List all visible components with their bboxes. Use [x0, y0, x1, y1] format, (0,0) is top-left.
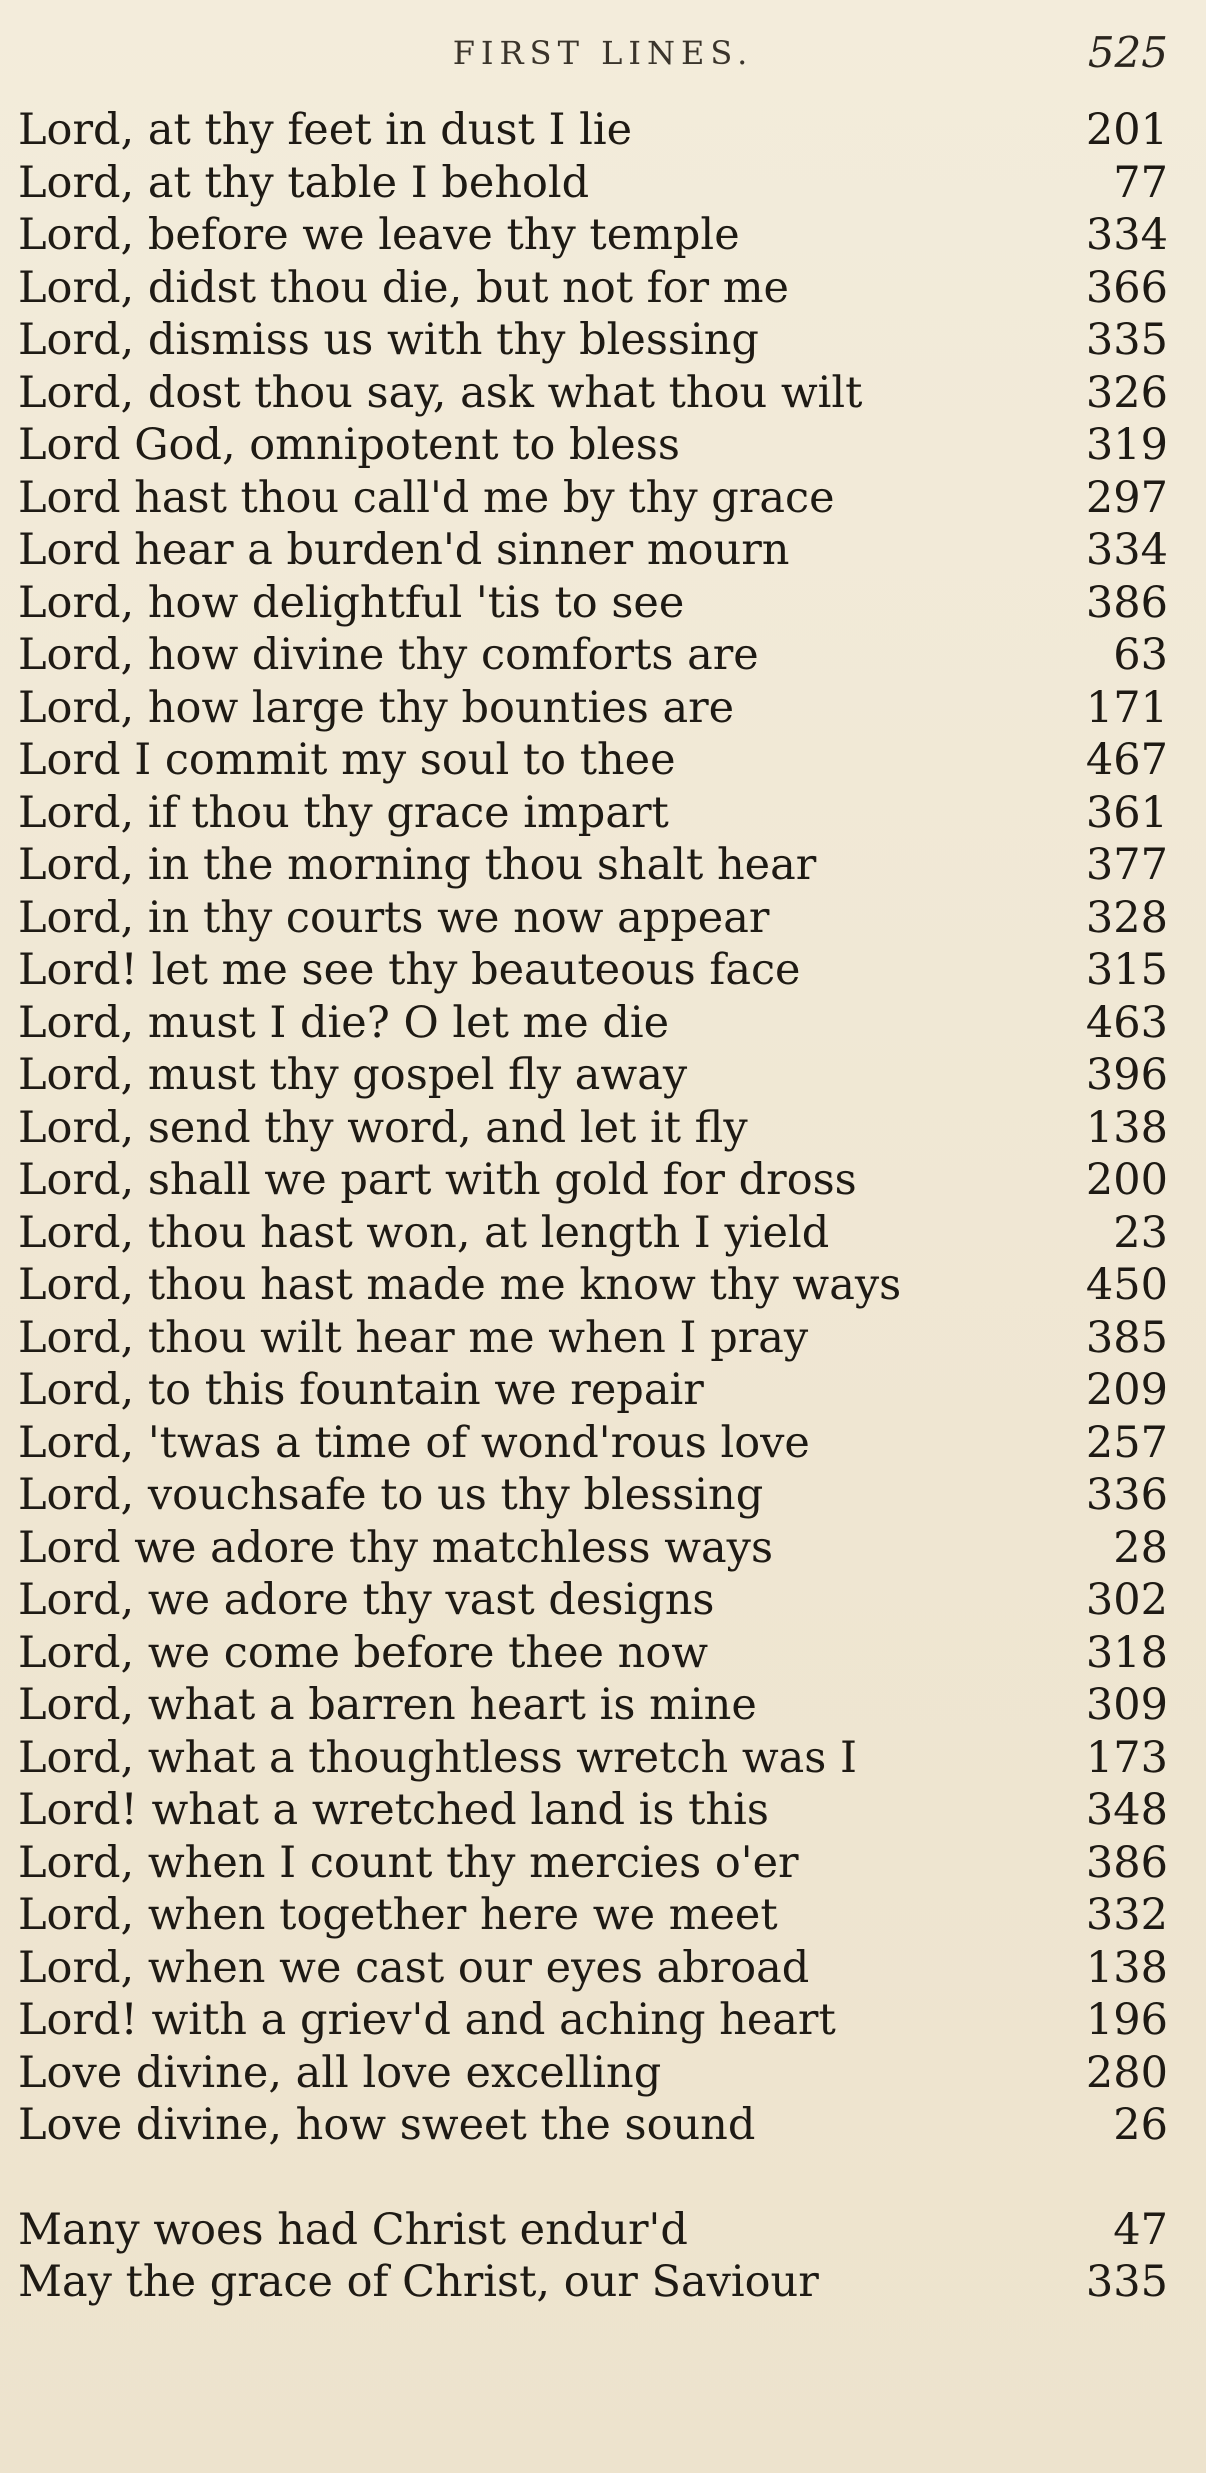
- first-line: Lord, how divine thy comforts are: [18, 630, 759, 680]
- hymn-number: 63: [1113, 630, 1168, 680]
- index-entry: [18, 1574, 1168, 1627]
- index-entry: [18, 787, 1168, 840]
- hymn-number: 309: [1085, 1680, 1168, 1730]
- index-entry: [18, 2256, 1168, 2309]
- first-line: Lord, to this fountain we repair: [18, 1365, 704, 1415]
- first-line: Lord hast thou call'd me by thy grace: [18, 472, 835, 523]
- index-entry: [18, 1522, 1168, 1575]
- first-line: Lord, when we cast our eyes abroad: [18, 1942, 810, 1993]
- index-entry: [18, 1469, 1168, 1522]
- hymn-number: 348: [1085, 1785, 1168, 1835]
- index-entry: [18, 892, 1168, 945]
- first-line: Lord, we come before thee now: [18, 1627, 709, 1678]
- hymn-number: 200: [1085, 1155, 1168, 1205]
- index-entry: [18, 682, 1168, 735]
- first-line: Lord, if thou thy grace impart: [18, 787, 669, 838]
- hymn-number: 335: [1085, 315, 1168, 365]
- first-line: May the grace of Christ, our Saviour: [18, 2257, 819, 2307]
- first-line: Lord, dost thou say, ask what thou wilt: [18, 367, 863, 418]
- hymn-number: 171: [1085, 682, 1168, 733]
- hymn-number: 280: [1085, 2047, 1168, 2098]
- first-line: Lord, how delightful 'tis to see: [18, 577, 685, 628]
- hymn-number: 319: [1085, 420, 1168, 470]
- first-line: Lord, 'twas a time of wond'rous love: [18, 1417, 810, 1468]
- first-line: Lord, dismiss us with thy blessing: [18, 315, 759, 365]
- hymn-number: 332: [1085, 1890, 1168, 1940]
- index-entry: [18, 1837, 1168, 1890]
- hymn-number: 366: [1085, 262, 1168, 313]
- index-entry: [18, 2204, 1168, 2257]
- first-line: Lord, when together here we meet: [18, 1890, 778, 1940]
- hymn-number: 386: [1085, 1837, 1168, 1888]
- index-entry: [18, 104, 1168, 157]
- first-line: Lord hear a burden'd sinner mourn: [18, 525, 790, 575]
- first-line: Lord, we adore thy vast designs: [18, 1575, 715, 1625]
- first-line: Lord, must thy gospel fly away: [18, 1050, 688, 1100]
- hymn-number: 28: [1113, 1522, 1168, 1573]
- first-line: Lord I commit my soul to thee: [18, 735, 676, 785]
- hymn-number: 209: [1085, 1365, 1168, 1415]
- index-entry: [18, 1049, 1168, 1102]
- index-entry: [18, 1732, 1168, 1785]
- first-line: Lord, before we leave thy temple: [18, 210, 740, 260]
- hymn-number: 297: [1085, 472, 1168, 523]
- index-entry: [18, 1417, 1168, 1470]
- hymn-number: 196: [1085, 1995, 1168, 2045]
- index-entry: [18, 629, 1168, 682]
- index-entry: [18, 157, 1168, 210]
- first-line: Lord, when I count thy mercies o'er: [18, 1837, 799, 1888]
- first-line: Lord, in the morning thou shalt hear: [18, 840, 817, 890]
- hymn-number: 335: [1085, 2257, 1168, 2307]
- page-header: [0, 28, 1206, 78]
- index-entry: [18, 734, 1168, 787]
- first-lines-index: [18, 104, 1168, 2309]
- first-line: Lord! what a wretched land is this: [18, 1785, 769, 1835]
- hymn-number: 318: [1085, 1627, 1168, 1678]
- hymn-number: 328: [1085, 892, 1168, 943]
- first-line: Lord, how large thy bounties are: [18, 682, 735, 733]
- running-title: FIRST LINES.: [452, 34, 754, 72]
- index-entry: [18, 1364, 1168, 1417]
- index-entry: [18, 524, 1168, 577]
- first-line: Lord, at thy table I behold: [18, 157, 590, 208]
- hymn-number: 173: [1085, 1732, 1168, 1783]
- index-entry: [18, 472, 1168, 525]
- first-line: Lord, didst thou die, but not for me: [18, 262, 789, 313]
- hymn-number: 315: [1085, 945, 1168, 995]
- hymn-number: 138: [1085, 1102, 1168, 1153]
- first-line: Love divine, all love excelling: [18, 2047, 662, 2098]
- index-entry: [18, 314, 1168, 367]
- index-entry: [18, 1889, 1168, 1942]
- index-entry: [18, 997, 1168, 1050]
- hymn-number: 326: [1085, 367, 1168, 418]
- hymn-number: 396: [1085, 1050, 1168, 1100]
- first-line: Love divine, how sweet the sound: [18, 2100, 756, 2150]
- index-entry: [18, 1154, 1168, 1207]
- index-entry: [18, 1679, 1168, 1732]
- hymn-number: 377: [1085, 840, 1168, 890]
- first-line: Lord, at thy feet in dust I lie: [18, 105, 633, 155]
- index-entry: [18, 2099, 1168, 2152]
- hymn-number: 201: [1085, 105, 1168, 155]
- first-line: Lord, shall we part with gold for dross: [18, 1155, 857, 1205]
- index-entry: [18, 1259, 1168, 1312]
- index-entry: [18, 1207, 1168, 1260]
- index-entry: [18, 1312, 1168, 1365]
- hymn-number: 334: [1085, 210, 1168, 260]
- first-line: Lord God, omnipotent to bless: [18, 420, 680, 470]
- index-entry: [18, 419, 1168, 472]
- first-line: Lord, what a barren heart is mine: [18, 1680, 757, 1730]
- first-line: Lord, what a thoughtless wretch was I: [18, 1732, 858, 1783]
- hymn-number: 23: [1113, 1207, 1168, 1258]
- first-line: Lord, thou wilt hear me when I pray: [18, 1312, 809, 1363]
- hymn-number: 47: [1113, 2204, 1168, 2255]
- index-entry: [18, 1994, 1168, 2047]
- first-line: Lord! with a griev'd and aching heart: [18, 1995, 836, 2045]
- section-gap: [18, 2152, 1168, 2204]
- hymn-number: 138: [1085, 1942, 1168, 1993]
- index-entry: [18, 1784, 1168, 1837]
- first-line: Lord, in thy courts we now appear: [18, 892, 770, 943]
- index-entry: [18, 577, 1168, 630]
- first-line: Many woes had Christ endur'd: [18, 2204, 688, 2255]
- index-entry: [18, 1627, 1168, 1680]
- first-line: Lord, thou hast made me know thy ways: [18, 1260, 902, 1310]
- hymn-number: 302: [1085, 1575, 1168, 1625]
- first-line: Lord, thou hast won, at length I yield: [18, 1207, 830, 1258]
- index-entry: [18, 367, 1168, 420]
- index-entry: [18, 1102, 1168, 1155]
- first-line: Lord, must I die? O let me die: [18, 997, 670, 1048]
- index-entry: [18, 262, 1168, 315]
- index-entry: [18, 839, 1168, 892]
- hymn-number: 26: [1113, 2100, 1168, 2150]
- hymn-number: 334: [1085, 525, 1168, 575]
- index-entry: [18, 1942, 1168, 1995]
- page-number: 525: [1087, 28, 1168, 77]
- hymn-number: 385: [1085, 1312, 1168, 1363]
- hymn-number: 463: [1085, 997, 1168, 1048]
- hymn-number: 467: [1085, 735, 1168, 785]
- hymn-number: 361: [1085, 787, 1168, 838]
- hymn-number: 386: [1085, 577, 1168, 628]
- hymn-number: 450: [1085, 1260, 1168, 1310]
- first-line: Lord we adore thy matchless ways: [18, 1522, 774, 1573]
- first-line: Lord, vouchsafe to us thy blessing: [18, 1470, 764, 1520]
- hymn-number: 257: [1085, 1417, 1168, 1468]
- index-entry: [18, 944, 1168, 997]
- index-entry: [18, 2047, 1168, 2100]
- first-line: Lord! let me see thy beauteous face: [18, 945, 801, 995]
- hymn-number: 77: [1113, 157, 1168, 208]
- index-entry: [18, 209, 1168, 262]
- first-line: Lord, send thy word, and let it fly: [18, 1102, 748, 1153]
- hymn-number: 336: [1085, 1470, 1168, 1520]
